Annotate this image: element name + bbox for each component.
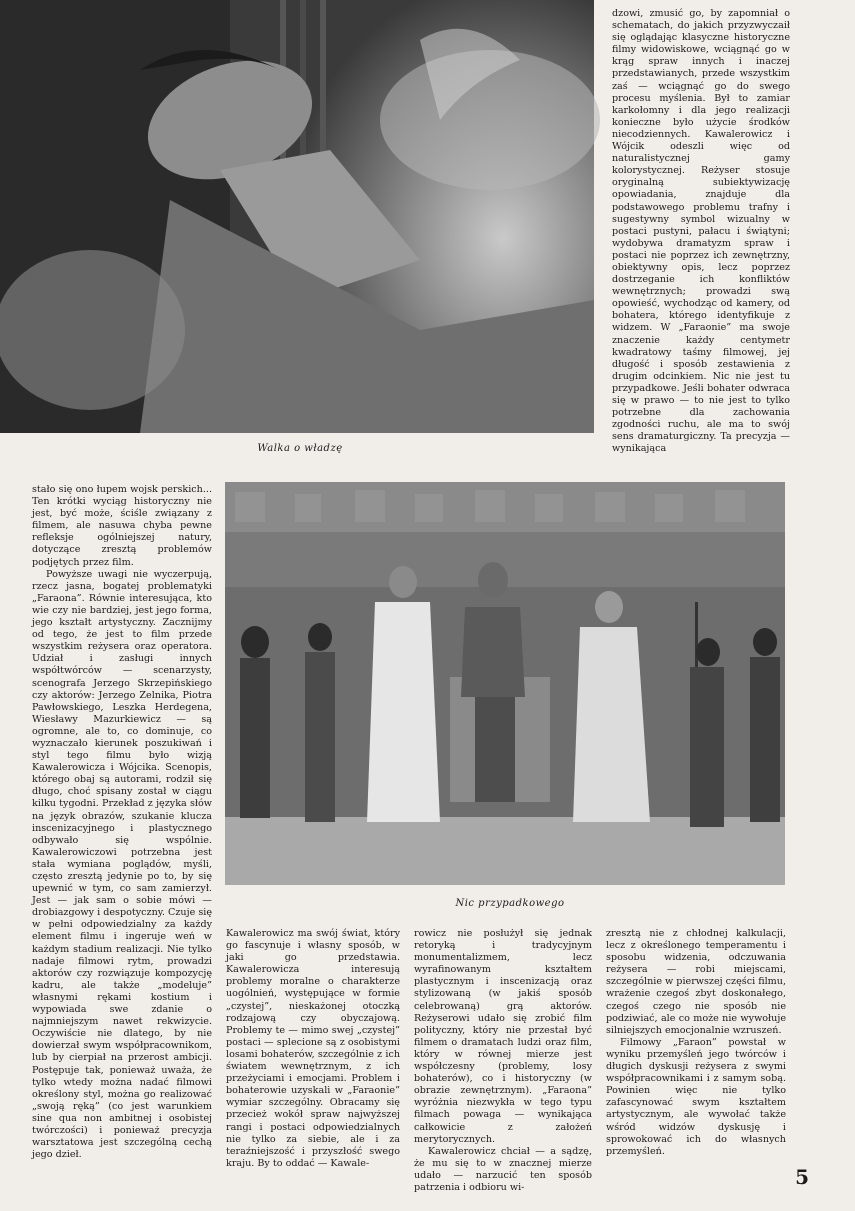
paragraph: stało się ono łupem wojsk perskich... Ten krótki wyciąg historyczny nie jest, być może, ściśle związany z filmem, ale nasuwa chyba pewne refleksje ogólniejszej natury, dotyczące zresztą problemów podjętych przez film. [32,484,212,568]
paragraph: dzowi, zmusić go, by zapomniał o schematach, do jakich przyzwyczaił się oglądając klasyczne historyczne filmy widowiskowe, wciągnąć go w krąg spraw innych i inaczej przedstawianych, przede wszystkim zaś — wciągnąć go do swego procesu myślenia. Był to zamiar karkołomny i dla jego realizacji konieczne było użycie środków niecodziennych. Kawalerowicz i Wójcik odeszli więc od naturalistycznej gamy kolorystycznej. Reżyser stosuje oryginalną subiektywizację opowiadania, znajduje dla podstawowego problemu trafny i sugestywny symbol wizualny w postaci pustyni, pałacu i świątyni; wydobywa dramatyzm spraw i postaci nie poprzez ich zewnętrzny, obiektywny opis, lecz poprzez dostrzeganie ich konfliktów wewnętrznych; prowadzi swą opowieść, wychodząc od kamery, od bohatera, którego identyfikuje z widzem. W „Faraonie” ma swoje znaczenie każdy centymetr kwadratowy taśmy filmowej, jej długość i sposób zestawienia z drugim odcinkiem. Nic nie jest tu przypadkowe. Jeśli bohater odwraca się w prawo — to nie jest to tylko potrzebne dla zachowania zgodności ruchu, ale ma to swój sens dramaturgiczny. Ta precyzja — wynikająca [612,8,790,455]
middle-photo-image [225,482,785,885]
article-column-bottom-3 [606,928,786,1168]
paragraph: rowicz nie posłużył się jednak retoryką i tradycyjnym monumentalizmem, lecz wyrafinowanym kształtem plastycznym i inscenizacją oraz stylizowaną (w jakiś sposób celebrowaną) grą aktorów. Reżyserowi udało się zrobić film polityczny, który nie przestał być filmem o dramatach ludzi oraz film, który w równej mierze jest współczesny (problemy, losy bohaterów), co i historyczny (w obrazie zewnętrznym). „Faraona” wyróżnia niezwykła w tego typu filmach powaga — wynikająca całkowicie z założeń merytorycznych. [414,928,592,1145]
paragraph: Filmowy „Faraon” powstał w wyniku przemyśleń jego twórców i długich dyskusji reżysera z swymi współpracownikami i z samym sobą. Powinien więc nie tylko zafascynować swym kształtem artystycznym, ale wywołać także wśród widzów dyskusję i sprowokować ich do własnych przemyśleń. [606,1036,786,1157]
paragraph: Powyższe uwagi nie wyczerpują, rzecz jasna, bogatej problematyki „Faraona”. Równie interesująca, kto wie czy nie bardziej, jest jego forma, jego kształt artystyczny. Zacznijmy od tego, że jest to film przede wszystkim reżysera oraz operatora. Udział i zasługi innych współtwórców — scenarzysty, scenografa Jerzego Skrzepińskiego czy aktorów: Jerzego Zelnika, Piotra Pawłowskiego, Leszka Herdegena, Wiesławy Mazurkiewicz — są ogromne, ale to, co dominuje, co wyznaczało kierunek poszukiwań i styl tego filmu było wizją Kawalerowicza i Wójcika. Scenopis, którego obaj są autorami, rodził się długo, choć spisany został w ciągu kilku tygodni. Przekład z języka słów na język obrazów, szukanie klucza inscenizacyjnego i plastycznego odbywało się wspólnie. Kawalerowiczowi potrzebna jest stała wymiana poglądów, myśli, często zresztą jedynie po to, by się upewnić w tym, co sam zamierzył. Jest — jak sam o sobie mówi — drobiazgowy i despotyczny. Czuje się w pełni odpowiedzialny za każdy element filmu i ingeruje weń w każdym stadium realizacji. Nie tylko nadaje filmowi rytm, prowadzi aktorów czy rozwiązuje kompozycję kadru, ale także „modeluje” własnymi rękami kostium i wypowiada swe zdanie o najmniejszym nawet rekwizycie. Oczywiście nie dlatego, by nie dowierzał swym współpracownikom, lub by cierpiał na przerost ambicji. Postępuje tak, ponieważ uważa, że tylko wtedy można nadać filmowi określony styl, można go realizować „swoją ręką” (co jest warunkiem sine qua non ambitnej i osobistej twórczości) i ponieważ precyzja warsztatowa jest szczególną cechą jego dzieł. [32,568,212,1161]
article-column-bottom-1 [226,928,400,1168]
paragraph: Kawalerowicz ma swój świat, który go fascynuje i własny sposób, w jaki go przedstawia. Kawalerowicza interesują problemy moralne o charakterze uogólnień, występujące w formie „czystej”, nieskażonej otoczką rodzajową czy obyczajową. Problemy te — mimo swej „czystej” postaci — splecione są z osobistymi losami bohaterów, szczególnie z ich światem wewnętrznym, z ich przeżyciami i emocjami. Problem i bohaterowie uzyskali w „Faraonie” wymiar szczególny. Obracamy się przecież wokół spraw najwyższej rangi i postaci odpowiedzialnych nie tylko za siebie, ale i za teraźniejszość i przyszłość swego kraju. By to oddać — Kawale- [226,928,400,1169]
top-photo-caption: Walka o władzę [257,443,343,454]
page-number: 5 [795,1165,809,1189]
top-photo-image [0,0,594,433]
paragraph: zresztą nie z chłodnej kalkulacji, lecz z określonego temperamentu i sposobu widzenia, odczuwania reżysera — robi miejscami, szczególnie w pierwszej części filmu, wrażenie czegoś zbyt doskonałego, czegoś czego nie sposób nie podziwiać, ale co może nie wywołuje silniejszych emocjonalnie wzruszeń. [606,928,786,1036]
top-photo [0,0,594,433]
article-column-left [32,484,212,1196]
middle-photo [225,482,785,885]
article-column-bottom-2 [414,928,592,1193]
article-column-top-right [612,8,790,458]
paragraph: Kawalerowicz chciał — a sądzę, że mu się to w znacznej mierze udało — narzucić ten sposób patrzenia i odbioru wi- [414,1145,592,1193]
middle-photo-caption: Nic przypadkowego [455,898,565,909]
